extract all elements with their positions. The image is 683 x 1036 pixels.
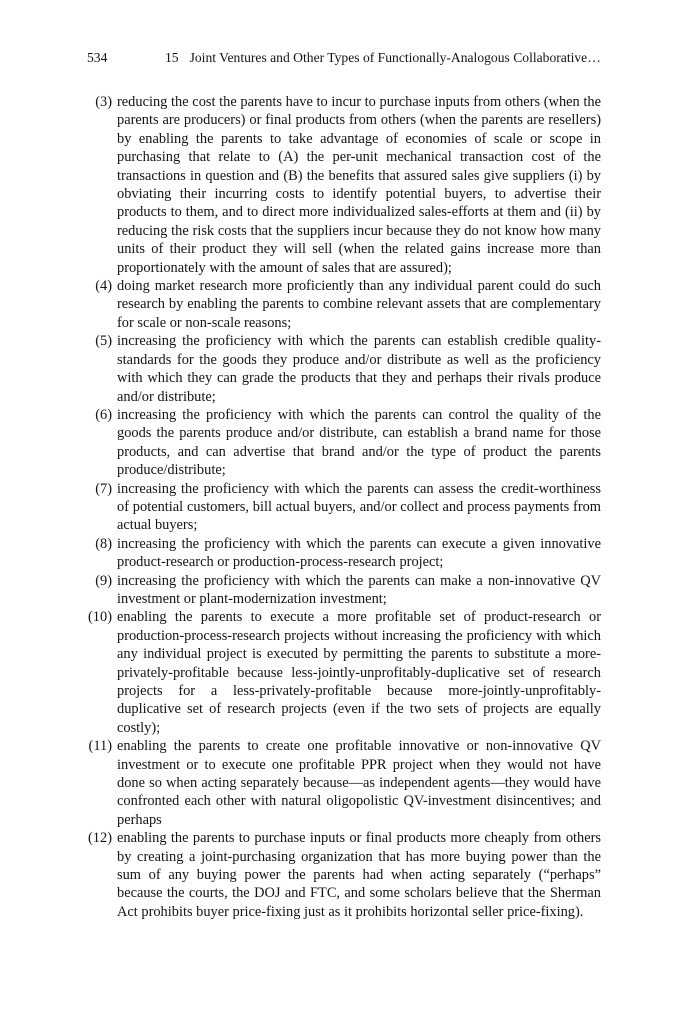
list-item-text: enabling the parents to purchase inputs or final products more cheaply from others by creating a joint-purchasing organization that has more buying power than the sum of any buying power the parents had when acting separately (“perhaps” because the courts, the DOJ and FTC, and some scholars believe that the Sherman Act prohibits buyer price-fixing just as it prohibits horizontal seller price-fixing). — [117, 830, 601, 920]
list-item — [85, 480, 601, 535]
running-title: Joint Ventures and Other Types of Functionally-Analogous Collaborative… — [189, 50, 601, 65]
list-item-text: enabling the parents to execute a more profitable set of product-research or production-process-research projects without increasing the proficiency with which any individual project is executed by permitting the parents to substitute a more-privately-profitable because less-jointly-unprofitably-duplicative set of research projects for a less-privately-profitable because more-jointly-unprofitably-duplicative set of research projects (even if the two sets of projects are equally costly); — [117, 609, 601, 736]
list-item-text: reducing the cost the parents have to incur to purchase inputs from others (when the parents are producers) or final products from others (when the parents are resellers) by enabling the parents to take advantage of economies of scale or scope in purchasing that relate to (A) the per-unit mechanical transaction cost of the transactions in question and (B) the benefits that assured sales give suppliers (i) by obviating their incurring costs to identify potential buyers, to advertise their products to them, and to direct more individualized sales-efforts at them and (ii) by reducing the risk costs that the suppliers incur because they do not know how many units of their product they will sell (when the related gains increase more than proportionately with the amount of sales that are assured); — [117, 94, 601, 276]
list-item-number: (7) — [95, 480, 112, 497]
list-item-number: (9) — [95, 572, 112, 589]
list-item-text: increasing the proficiency with which the parents can execute a given innovative product-research or production-process-research project; — [117, 535, 601, 571]
numbered-list — [85, 93, 601, 921]
list-item-text: enabling the parents to create one profitable innovative or non-innovative QV investment or to execute one profitable PPR project when they would not have done so when acting separately because—as independent agents—they would have confronted each other with natural oligopolistic QV-investment disincentives; and perhaps — [117, 738, 601, 828]
list-item — [85, 93, 601, 277]
list-item-text: doing market research more proficiently than any individual parent could do such research by enabling the parents to combine relevant assets that are complementary for scale or non-scale reasons; — [117, 278, 601, 331]
list-item-text: increasing the proficiency with which the parents can establish credible quality-standards for the goods they produce and/or distribute as well as the proficiency with which they can grade the products that they and perhaps their rivals produce and/or distribute; — [117, 333, 601, 405]
list-item — [85, 277, 601, 332]
list-item-number: (11) — [88, 738, 112, 755]
list-item-text: increasing the proficiency with which the parents can make a non-innovative QV investment or plant-modernization investment; — [117, 572, 601, 607]
list-item-number: (6) — [95, 406, 112, 423]
list-item — [85, 737, 601, 829]
page-number: 534 — [87, 50, 108, 65]
chapter-number: 15 — [165, 50, 179, 65]
running-header — [87, 50, 613, 66]
list-item-text: increasing the proficiency with which the parents can assess the credit-worthiness of potential customers, bill actual buyers, and/or collect and process payments from actual buyers; — [117, 480, 601, 534]
list-item — [85, 406, 601, 480]
list-item-text: increasing the proficiency with which the parents can control the quality of the goods the parents produce and/or distribute, can establish a brand name for those products, and can advertise that brand and/or the type of product the parents produce/distribute; — [117, 406, 601, 479]
list-item-number: (4) — [95, 278, 112, 295]
list-item — [85, 608, 601, 737]
list-item-number: (3) — [95, 94, 112, 110]
list-item — [85, 829, 601, 921]
list-item-number: (8) — [95, 535, 112, 552]
list-item — [85, 332, 601, 406]
list-item-number: (5) — [95, 333, 112, 350]
list-item — [85, 535, 601, 572]
list-item-number: (12) — [88, 830, 112, 847]
list-item-number: (10) — [88, 609, 112, 626]
list-item — [85, 572, 601, 609]
